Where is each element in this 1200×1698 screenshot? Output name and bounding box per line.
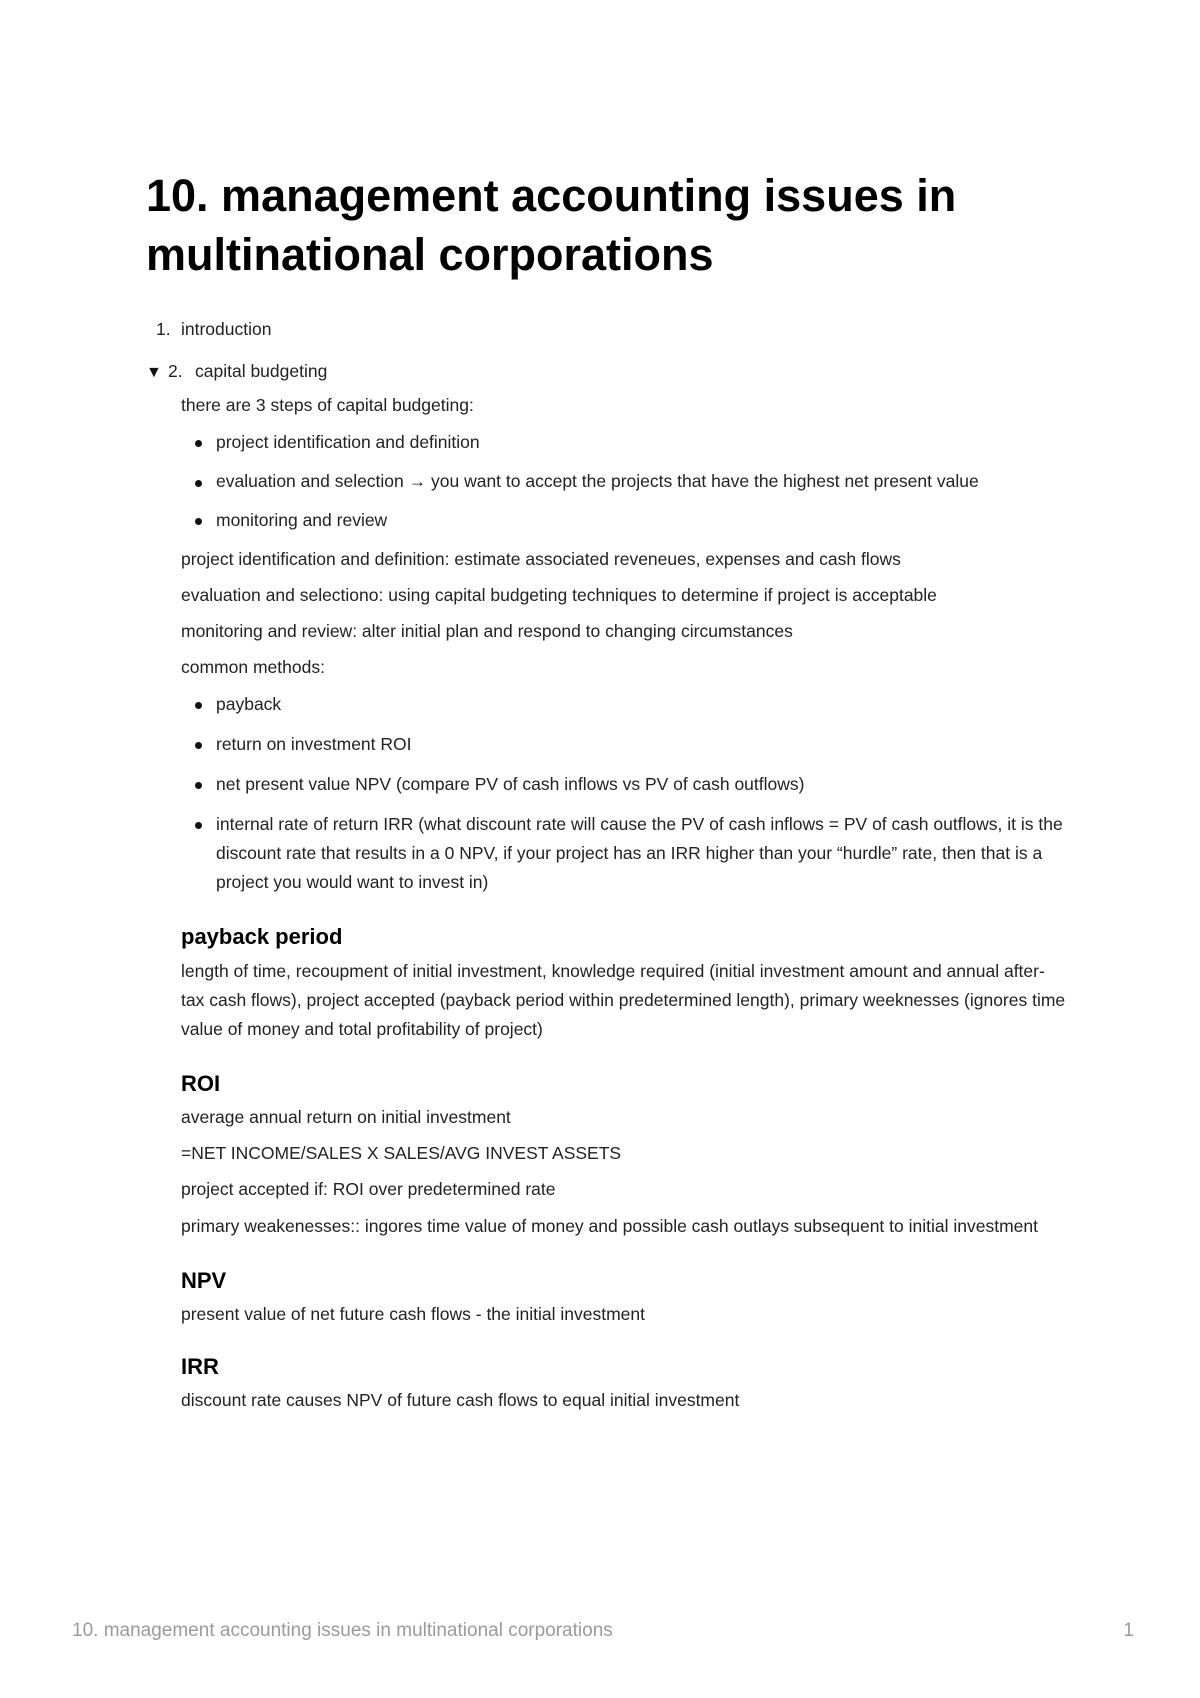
roi-line: project accepted if: ROI over predetermined rate bbox=[181, 1179, 556, 1199]
steps-list bbox=[181, 428, 1066, 535]
steps-intro: there are 3 steps of capital budgeting: bbox=[181, 395, 474, 415]
step-detail: evaluation and selectiono: using capital budgeting techniques to determine if project is acceptable bbox=[181, 585, 937, 605]
capital-budgeting-body bbox=[181, 392, 1066, 1413]
page-title: 10. management accounting issues in multinational corporations bbox=[146, 170, 957, 280]
methods-list bbox=[181, 690, 1066, 897]
section-heading-npv: NPV bbox=[181, 1268, 227, 1293]
list-item: evaluation and selection → you want to accept the projects that have the highest net present value bbox=[181, 468, 1066, 495]
list-item: project identification and definition bbox=[181, 428, 1066, 457]
bullet-icon bbox=[195, 480, 202, 487]
bullet-icon bbox=[195, 518, 202, 525]
outline-item-number: 1. bbox=[156, 319, 171, 339]
roi-line: average annual return on initial investment bbox=[181, 1107, 511, 1127]
list-item: internal rate of return IRR (what discount rate will cause the PV of cash inflows = PV of cash outflows, it is the discount rate that results in a 0 NPV, if your project has an IRR higher than your “hurdle” rate, then that is a project you would want to invest in) bbox=[181, 810, 1066, 897]
outline-item-label: capital budgeting bbox=[195, 361, 328, 381]
outline-item-introduction[interactable] bbox=[146, 316, 1066, 342]
section-heading-roi: ROI bbox=[181, 1071, 221, 1096]
payback-text: length of time, recoupment of initial investment, knowledge required (initial investment amount and annual after-tax cash flows), project accepted (payback period within predetermined length), primary weeknesses (ignores time value of money and total profitability of project) bbox=[181, 961, 1066, 1039]
triangle-down-icon[interactable]: ▼ bbox=[146, 364, 162, 381]
step-detail: project identification and definition: estimate associated reveneues, expenses and cash flows bbox=[181, 549, 901, 569]
bullet-icon bbox=[195, 702, 202, 709]
list-item: payback bbox=[181, 690, 1066, 719]
step-detail: monitoring and review: alter initial plan and respond to changing circumstances bbox=[181, 621, 793, 641]
outline-item-number: 2. bbox=[168, 361, 183, 381]
roi-line: primary weakenesses:: ingores time value of money and possible cash outlays subsequent to initial investment bbox=[181, 1216, 1038, 1236]
npv-text: present value of net future cash flows - the initial investment bbox=[181, 1304, 645, 1324]
section-heading-payback: payback period bbox=[181, 924, 343, 949]
bullet-icon bbox=[195, 782, 202, 789]
list-item: return on investment ROI bbox=[181, 730, 1066, 759]
outline-item-label: introduction bbox=[181, 319, 272, 339]
roi-formula: =NET INCOME/SALES X SALES/AVG INVEST ASSETS bbox=[181, 1143, 622, 1163]
section-heading-irr: IRR bbox=[181, 1354, 219, 1379]
bullet-icon bbox=[195, 822, 202, 829]
page-number: 1 bbox=[1123, 1620, 1134, 1641]
methods-intro: common methods: bbox=[181, 657, 325, 677]
bullet-icon bbox=[195, 742, 202, 749]
bullet-icon bbox=[195, 440, 202, 447]
page-content bbox=[146, 316, 1066, 1426]
irr-text: discount rate causes NPV of future cash flows to equal initial investment bbox=[181, 1390, 740, 1410]
list-item: monitoring and review bbox=[181, 506, 1066, 535]
footer-title: 10. management accounting issues in multinational corporations bbox=[72, 1620, 613, 1641]
outline-item-capital-budgeting[interactable] bbox=[146, 358, 1066, 384]
list-item: net present value NPV (compare PV of cash inflows vs PV of cash outflows) bbox=[181, 770, 1066, 799]
